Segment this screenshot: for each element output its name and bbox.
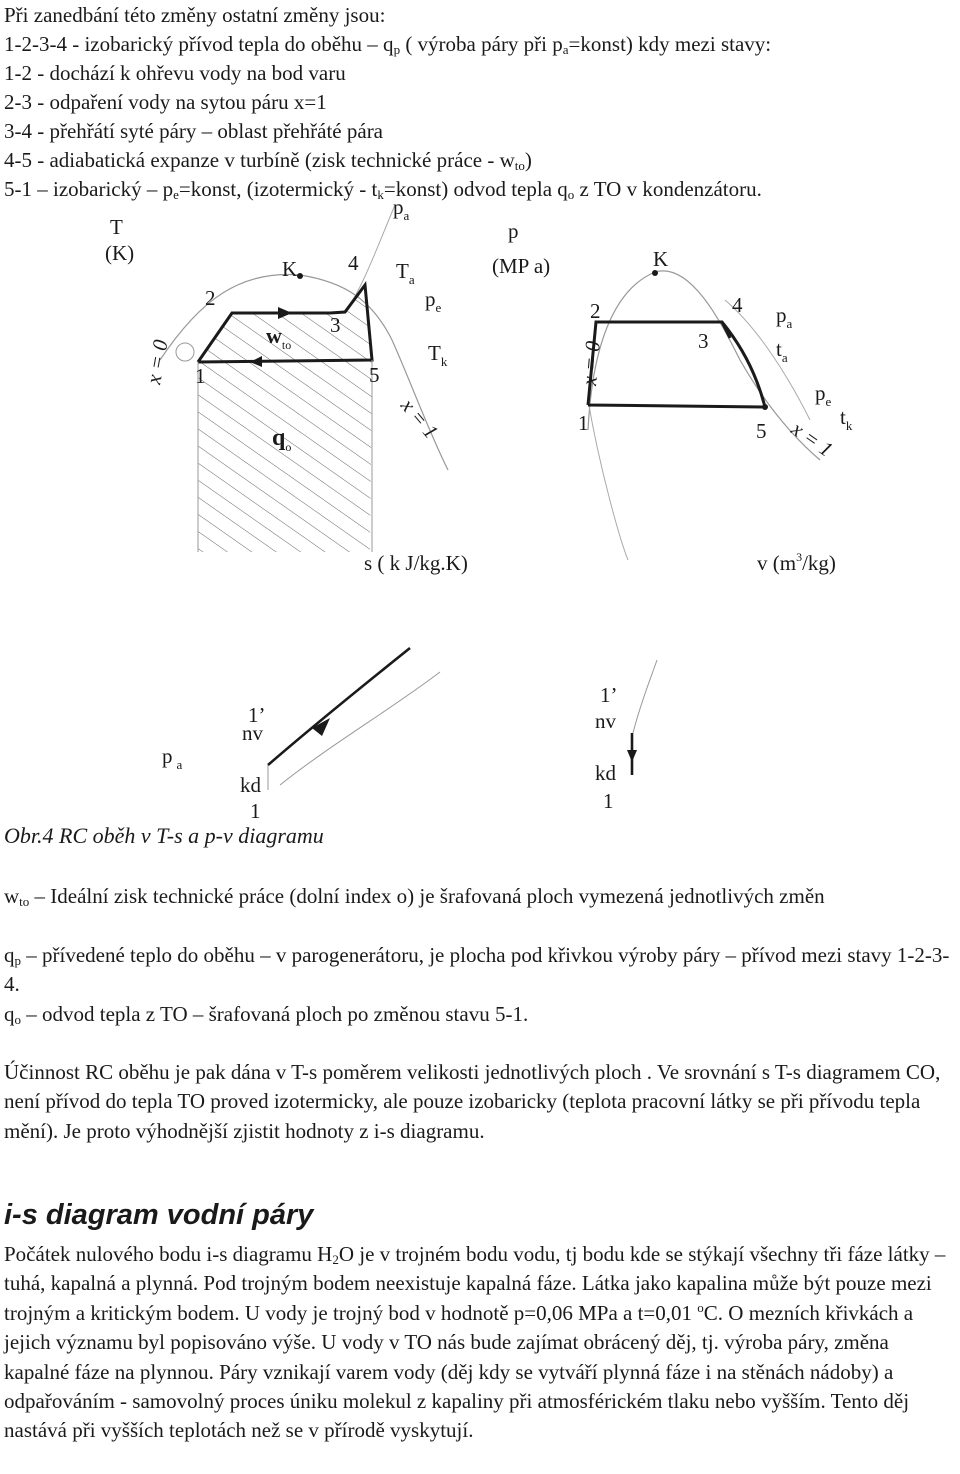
section-heading: i-s diagram vodní páry — [4, 1199, 314, 1231]
pv-cycle-line — [588, 322, 765, 407]
figure-caption: Obr.4 RC oběh v T-s a p-v diagramu — [4, 823, 324, 848]
intro-line-3: 1-2 - dochází k ohřevu vody na bod varu — [4, 61, 346, 85]
ts-label-wto: $w_{to}$ — [266, 323, 292, 352]
detail-right-arrow — [627, 750, 637, 762]
pv-point-5-dot — [762, 404, 768, 410]
ts-top-label-pa: $p_a$ — [393, 195, 410, 223]
detail-left-1prime: 1’ — [248, 703, 266, 727]
pv-label-pa: $p_a$ — [776, 303, 793, 331]
pv-diagram — [492, 219, 853, 575]
pv-point-1: 1 — [578, 411, 589, 435]
detail-right-nv: nv — [595, 709, 616, 733]
def-qo: $q_o$ – odvod tepla z TO – šrafovaná ploch po změnou stavu 5-1. — [4, 1002, 529, 1027]
pv-point-2: 2 — [590, 299, 601, 323]
ts-point-K: K — [282, 257, 298, 281]
detail-left-nv: nv — [242, 721, 263, 745]
pv-liquid-line — [588, 400, 628, 560]
detail-left-pa: p $_a$ — [162, 744, 183, 772]
detail-right-curve — [633, 660, 657, 733]
ts-axis-T: T — [110, 215, 123, 239]
pv-axis-p: p — [508, 219, 519, 243]
pv-point-K: K — [653, 247, 669, 271]
ts-label-x1: x = 1 — [396, 393, 444, 444]
ts-point-2: 2 — [205, 286, 216, 310]
detail-right — [595, 660, 657, 813]
ts-point-4: 4 — [348, 251, 359, 275]
detail-right-1prime: 1’ — [600, 683, 618, 707]
ts-axis-T-unit: (K) — [105, 241, 135, 265]
intro-line-7: 5-1 – izobarický – $p_e=konst$, (izotermický - $t_k=konst$) odvod tepla $q_o$ z TO v kondenzátoru. — [4, 177, 762, 202]
ts-point-3: 3 — [330, 313, 341, 337]
ts-axis-s: s ( k J/kg.K) — [364, 551, 468, 575]
ts-critical-point — [297, 273, 303, 279]
ts-point-5: 5 — [369, 363, 380, 387]
def-wto: $w_{to}$ – Ideální zisk technické práce (dolní index o) je šrafovaná ploch vymezená jednotlivých změn — [4, 884, 825, 909]
detail-left — [162, 648, 440, 823]
pv-axis-p-unit: (MP a) — [492, 254, 551, 278]
pv-label-pe: $p_e$ — [815, 381, 832, 409]
paragraph-efficiency: Účinnost RC oběhu je pak dána v T-s poměrem velikosti jednotlivých ploch . Ve srovnání s T-s diagramem CO, není přívod do tepla TO proved izotermicky, ale pouze izobaricky (teplota pracovní látky se při přívodu tepla mění). Je proto výhodnější zjistit hodnoty z i-s diagramu. — [4, 1060, 941, 1143]
intro-line-5: 3-4 - přehřátí syté páry – oblast přehřáté pára — [4, 119, 384, 143]
ts-label-Ta: $T_a$ — [396, 259, 415, 287]
detail-left-curve-heavy — [268, 648, 410, 765]
detail-right-1: 1 — [603, 789, 614, 813]
pv-axis-v: v $(m^3/kg)$ — [757, 550, 836, 575]
pv-saturation-dome — [588, 271, 820, 460]
paragraph-is-diagram: Počátek nulového bodu i-s diagramu $H_2O$ je v trojném bodu vodu, tj bodu kde se stýkají všechny tři fáze látky – tuhá, kapalná a plynná. Pod trojným bodem neexistuje kapalná fáze. Látka jako kapalina může být pouze mezi trojným a kritickým bodem. U vody je trojný bod v hodnotě p=0,06 MPa a t=0,01 $^o$C. O mezních křivkách a jejich významu byl popisováno výše. U vody v TO nás bude zajímat obrácený děj, tj. výroba páry, změna kapalné fáze na plynnou. Páry vznikají varem vody (děj kdy se vytváří plynná fáze i na stěnách nádoby) a odpařováním - samovolný proces úniku molekul z kapaliny při atmosférickém tlaku nebo vyšším. Tento děj nastává při vyšších teplotách než se v přírodě vyskytují. — [4, 1242, 946, 1443]
ts-label-qo: $q_o$ — [272, 425, 292, 454]
ts-label-Tk: $T_k$ — [428, 341, 448, 369]
intro-line-2: 1-2-3-4 - izobarický přívod tepla do oběhu – $q_p$ ( výroba páry při $p_a=konst$) kdy mezi stavy: — [4, 32, 772, 57]
detail-right-kd: kd — [595, 761, 616, 785]
ts-label-x0: x = 0 — [141, 337, 173, 386]
pv-label-tk: $t_k$ — [840, 405, 853, 433]
ts-start-circle — [176, 343, 194, 361]
pv-label-ta: $t_a$ — [776, 337, 788, 365]
pv-label-x0: x = 0 — [577, 340, 605, 387]
ts-point-1: 1 — [195, 364, 206, 388]
pv-point-5: 5 — [756, 419, 767, 443]
def-qp: $q_p$ – přívedené teplo do oběhu – v parogenerátoru, je plocha pod křivkou výroby páry – přívod mezi stavy 1-2-3-4. — [4, 943, 950, 997]
ts-diagram — [105, 195, 468, 575]
pv-point-3: 3 — [698, 329, 709, 353]
detail-left-kd: kd — [240, 773, 261, 797]
pv-point-4: 4 — [732, 293, 743, 317]
intro-line-1: Při zanedbání této změny ostatní změny jsou: — [4, 3, 386, 27]
intro-line-6: 4-5 - adiabatická expanze v turbíně (zisk technické práce - $w_{to}$) — [4, 148, 532, 173]
ts-label-pe: $p_e$ — [425, 287, 442, 315]
intro-line-4: 2-3 - odpaření vody na sytou páru x=1 — [4, 90, 327, 114]
pv-label-x1: x = 1 — [787, 416, 838, 462]
detail-left-1: 1 — [250, 799, 261, 823]
